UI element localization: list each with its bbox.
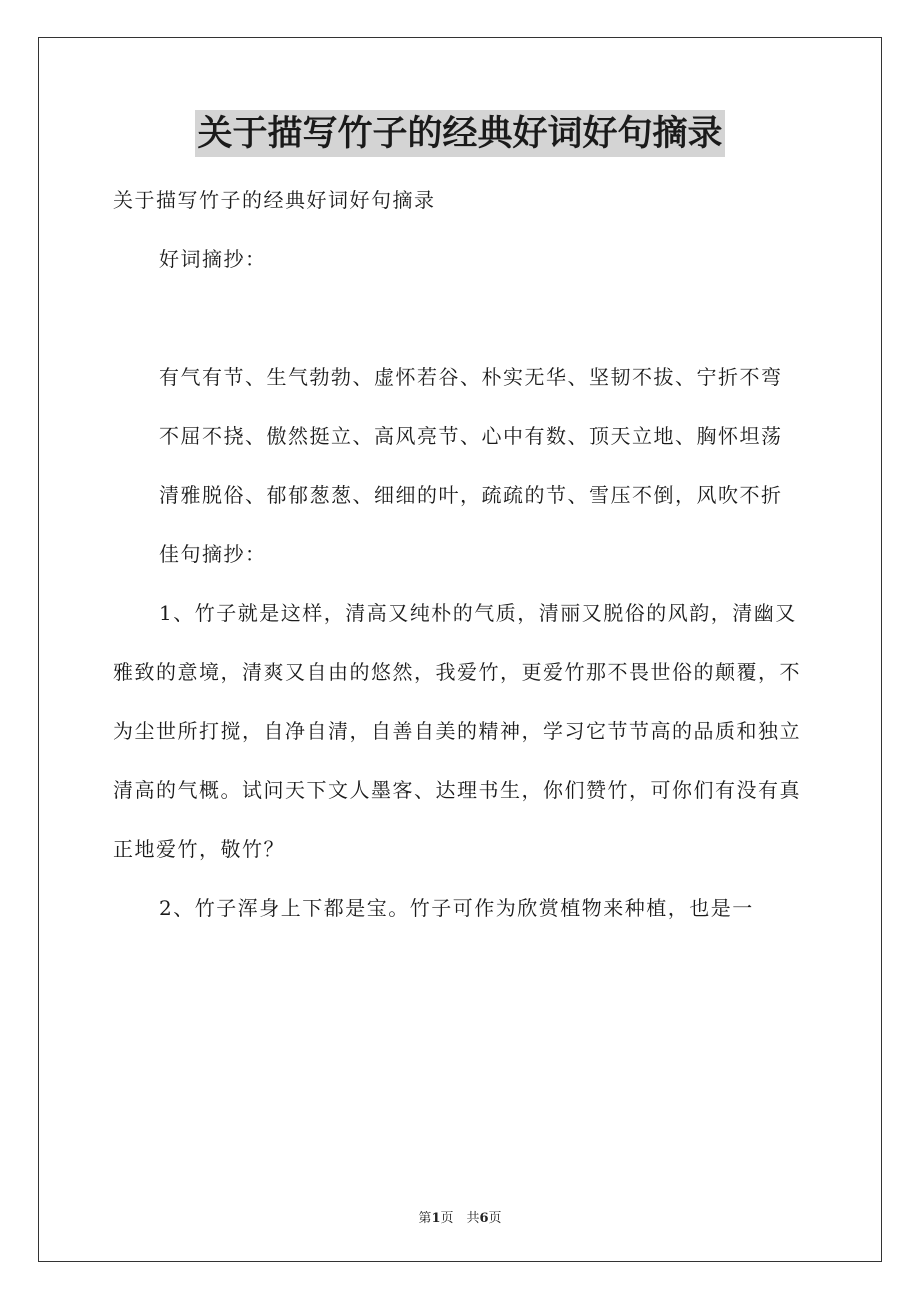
footer-page-total: 6 — [479, 1211, 489, 1226]
document-body — [113, 171, 807, 938]
words-paragraph-1: 有气有节、生气勃勃、虚怀若谷、朴实无华、坚韧不拔、宁折不弯 — [159, 365, 783, 389]
section-heading-sentences: 佳句摘抄： — [159, 542, 267, 566]
document-title — [0, 110, 920, 157]
document-title-text: 关于描写竹子的经典好词好句摘录 — [195, 110, 724, 157]
blank-line — [113, 289, 807, 348]
page-footer — [0, 1207, 920, 1226]
footer-page-prefix: 第 — [418, 1211, 432, 1226]
document-subtitle: 关于描写竹子的经典好词好句摘录 — [113, 188, 436, 212]
footer-page-suffix: 页 — [488, 1211, 502, 1226]
footer-page-current: 1 — [431, 1211, 441, 1226]
sentence-paragraph-2: 2、竹子浑身上下都是宝。竹子可作为欣赏植物来种植，也是一 — [159, 896, 754, 920]
footer-page-mid: 页 共 — [440, 1211, 480, 1226]
sentence-paragraph-1: 1、竹子就是这样，清高又纯朴的气质，清丽又脱俗的风韵，清幽又雅致的意境，清爽又自由的悠然，我爱竹，更爱竹那不畏世俗的颠覆，不为尘世所打搅，自净自清，自善自美的精神，学习它节节高的品质和独立清高的气概。试问天下文人墨客、达理书生，你们赞竹，可你们有没有真正地爱竹，敬竹？ — [113, 601, 801, 861]
words-paragraph-3: 清雅脱俗、郁郁葱葱、细细的叶，疏疏的节、雪压不倒，风吹不折 — [159, 483, 783, 507]
words-paragraph-2: 不屈不挠、傲然挺立、高风亮节、心中有数、顶天立地、胸怀坦荡 — [159, 424, 783, 448]
section-heading-words: 好词摘抄： — [159, 247, 267, 271]
